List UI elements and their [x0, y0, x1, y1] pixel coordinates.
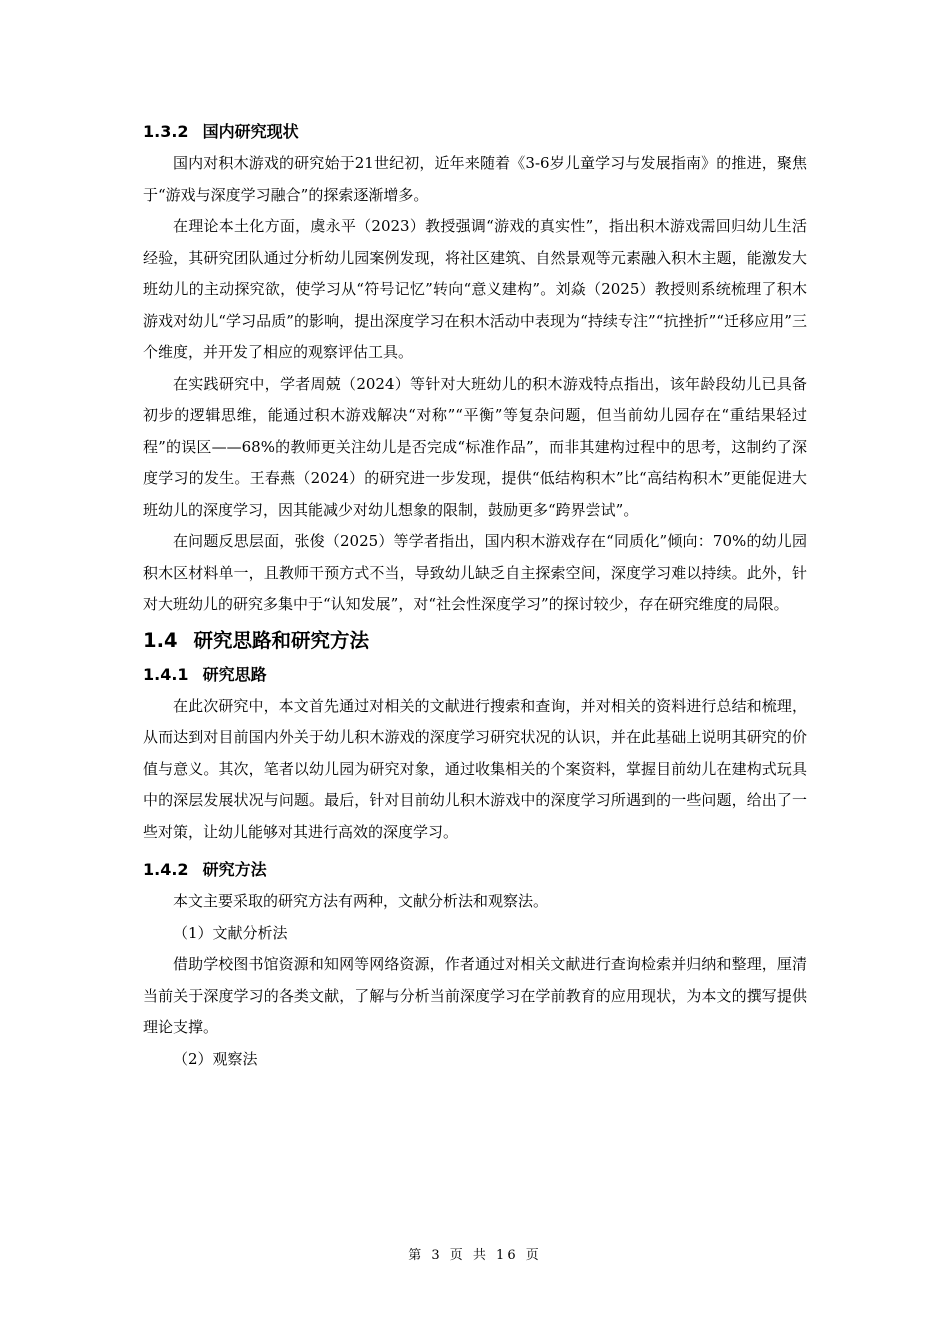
- section-number: 1.4.1: [143, 664, 189, 684]
- paragraph: 在实践研究中，学者周兢（2024）等针对大班幼儿的积木游戏特点指出，该年龄段幼儿已具备初步的逻辑思维，能通过积木游戏解决“对称”“平衡”等复杂问题，但当前幼儿园存在“重结果轻过程”的误区——68%的教师更关注幼儿是否完成“标准作品”，而非其建构过程中的思考，这制约了深度学习的发生。王春燕（2024）的研究进一步发现，提供“低结构积木”比“高结构积木”更能促进大班幼儿的深度学习，因其能减少对幼儿想象的限制，鼓励更多“跨界尝试”。: [143, 374, 807, 519]
- paragraph: 在理论本土化方面，虞永平（2023）教授强调“游戏的真实性”，指出积木游戏需回归幼儿生活经验，其研究团队通过分析幼儿园案例发现，将社区建筑、自然景观等元素融入积木主题，能激发大班幼儿的主动探究欲，使学习从“符号记忆”转向“意义建构”。刘焱（2025）教授则系统梳理了积木游戏对幼儿“学习品质”的影响，提出深度学习在积木活动中表现为“持续专注”“抗挫折”“迁移应用”三个维度，并开发了相应的观察评估工具。: [143, 217, 807, 361]
- section-number: 1.4.2: [143, 860, 189, 879]
- paragraph: 国内对积木游戏的研究始于21世纪初，近年来随着《3-6岁儿童学习与发展指南》的推进，聚焦于“游戏与深度学习融合”的探索逐渐增多。: [143, 154, 807, 204]
- section-heading-1-4-1: [143, 659, 807, 691]
- paragraph: 借助学校图书馆资源和知网等网络资源，作者通过对相关文献进行查询检索并归纳和整理，厘清当前关于深度学习的各类文献，了解与分析当前深度学习在学前教育的应用现状，为本文的撰写提供理论支撑。: [143, 955, 807, 1036]
- section-heading-1-3-2: [143, 116, 807, 148]
- section-number: 1.3.2: [143, 122, 189, 141]
- method-title-observation: （2）观察法: [173, 1049, 258, 1068]
- paragraph: 本文主要采取的研究方法有两种，文献分析法和观察法。: [173, 892, 549, 910]
- section-title: 研究思路: [202, 664, 267, 684]
- section-title: 研究思路和研究方法: [193, 628, 370, 652]
- page-content: [143, 116, 807, 1075]
- paragraph: 在此次研究中，本文首先通过对相关的文献进行搜索和查询，并对相关的资料进行总结和梳理，从而达到对目前国内外关于幼儿积木游戏的深度学习研究状况的认识，并在此基础上说明其研究的价值与意义。其次，笔者以幼儿园为研究对象，通过收集相关的个案资料，掌握目前幼儿在建构式玩具中的深层发展状况与问题。最后，针对目前幼儿积木游戏中的深度学习所遇到的一些问题，给出了一些对策，让幼儿能够对其进行高效的深度学习。: [143, 696, 807, 841]
- method-title-literature: （1）文献分析法: [173, 923, 288, 942]
- section-title: 研究方法: [202, 860, 267, 879]
- section-heading-1-4: [143, 623, 807, 659]
- section-heading-1-4-2: [143, 854, 807, 886]
- section-number: 1.4: [143, 628, 178, 652]
- section-title: 国内研究现状: [202, 122, 299, 141]
- paragraph: 在问题反思层面，张俊（2025）等学者指出，国内积木游戏存在“同质化”倾向：70%的幼儿园积木区材料单一，且教师干预方式不当，导致幼儿缺乏自主探索空间，深度学习难以持续。此外，针对大班幼儿的研究多集中于“认知发展”，对“社会性深度学习”的探讨较少，存在研究维度的局限。: [143, 532, 807, 613]
- page-footer: 第 3 页 共 16 页: [408, 1248, 542, 1263]
